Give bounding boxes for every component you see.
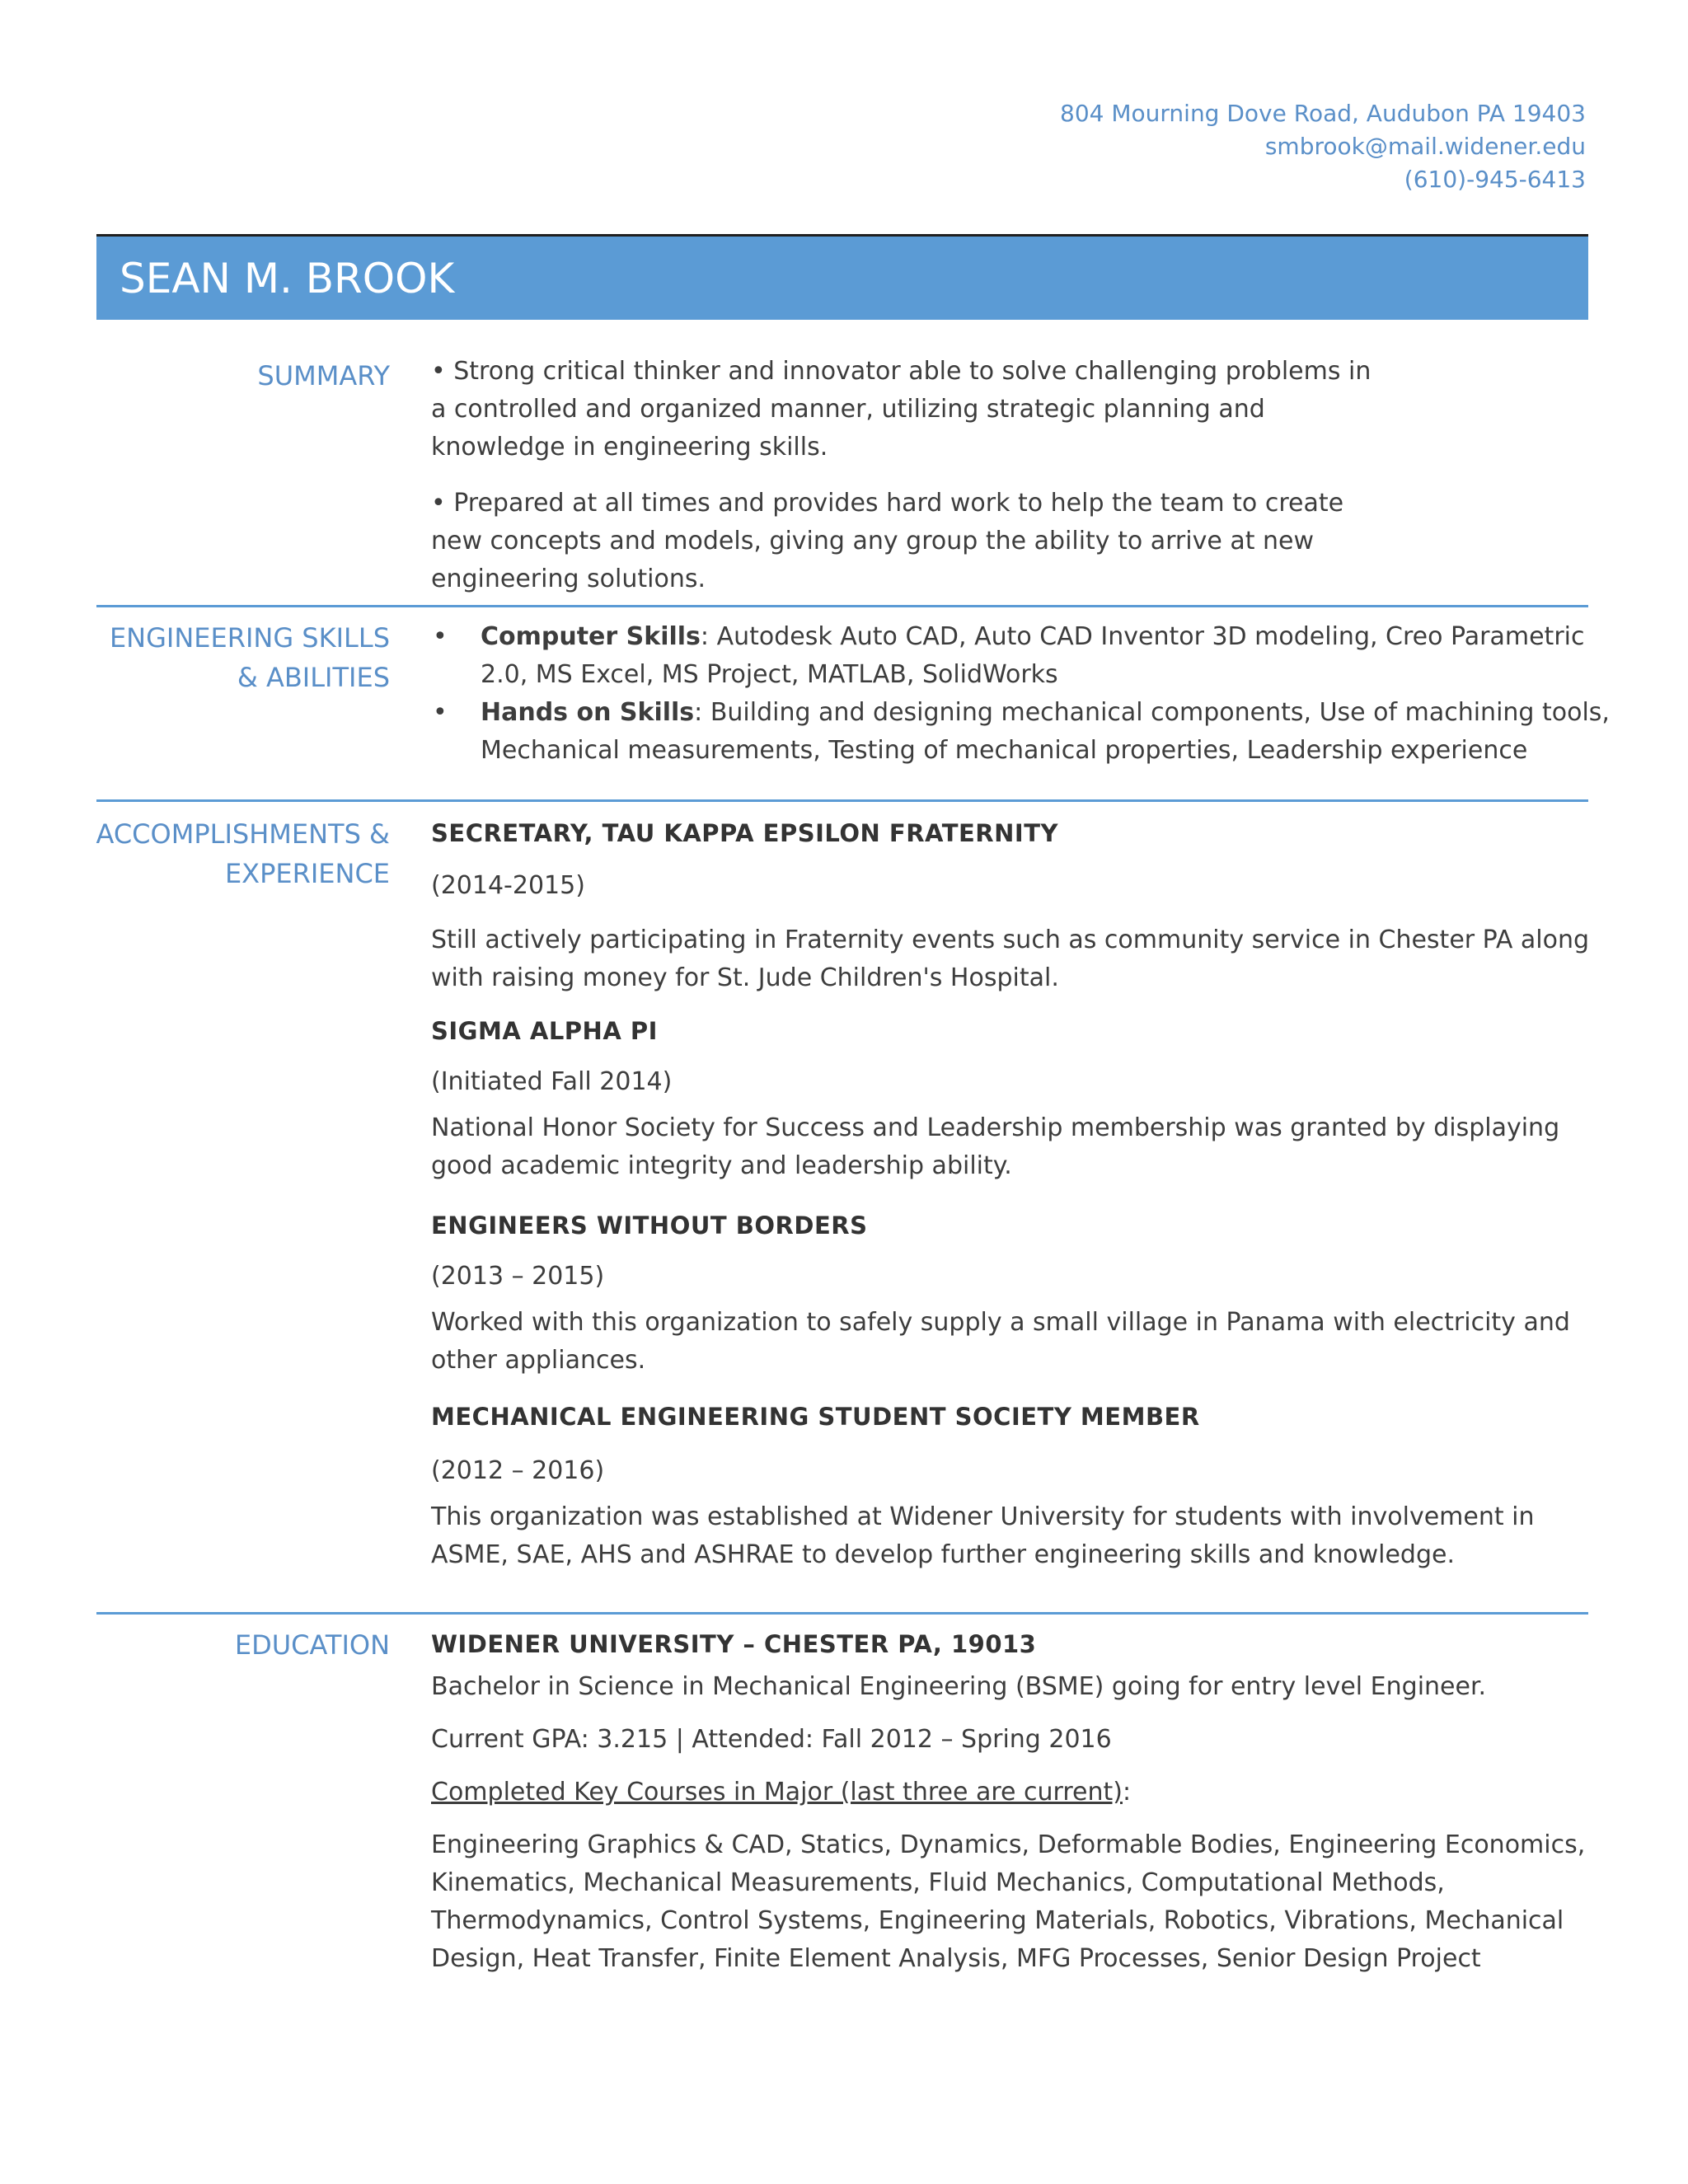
experience-entry (431, 1207, 1588, 1380)
contact-phone: (610)-945-6413 (1404, 166, 1586, 193)
summary-line: • Prepared at all times and provides hard work to help the team to create (431, 489, 1344, 518)
experience-label (96, 814, 391, 893)
summary-label: SUMMARY (257, 360, 390, 391)
skill-text: : Autodesk Auto CAD, Auto CAD Inventor 3D modeling, Creo Parametric (700, 622, 1585, 651)
entry-desc: Worked with this organization to safely supply a small village in Panama with electricity and (431, 1308, 1570, 1337)
skill-text: Mechanical measurements, Testing of mechanical properties, Leadership experience (481, 736, 1528, 765)
entry-title: SIGMA ALPHA PI (431, 1017, 658, 1045)
skills-label-line: & ABILITIES (237, 662, 390, 693)
courses-list (431, 1826, 1588, 1978)
experience-body (431, 814, 1588, 1574)
name-banner (96, 237, 1588, 320)
entry-desc: with raising money for St. Jude Children's Hospital. (431, 963, 1059, 992)
skill-text: : Building and designing mechanical components, Use of machining tools, (694, 698, 1610, 727)
entry-title: ENGINEERS WITHOUT BORDERS (431, 1212, 868, 1240)
summary-line: a controlled and organized manner, utilizing strategic planning and (431, 395, 1265, 424)
contact-info (1060, 97, 1586, 196)
skills-list (431, 618, 1610, 770)
section-divider (96, 1612, 1588, 1615)
experience-label-line: EXPERIENCE (224, 858, 390, 889)
skill-title: Computer Skills (481, 622, 701, 651)
experience-entry (431, 814, 1588, 997)
summary-bullet (431, 353, 1588, 466)
experience-label-line: ACCOMPLISHMENTS & (96, 818, 390, 850)
experience-entry (431, 1398, 1588, 1574)
education-body (431, 1625, 1588, 1978)
entry-desc: This organization was established at Widener University for students with involvement in (431, 1502, 1535, 1531)
skill-item (431, 618, 1588, 694)
entry-dates: (2014-2015) (431, 871, 585, 900)
entry-title: MECHANICAL ENGINEERING STUDENT SOCIETY MEMBER (431, 1403, 1200, 1431)
school-name: WIDENER UNIVERSITY – CHESTER PA, 19013 (431, 1630, 1037, 1658)
skill-text: 2.0, MS Excel, MS Project, MATLAB, SolidWorks (481, 660, 1058, 689)
entry-title: SECRETARY, TAU KAPPA EPSILON FRATERNITY (431, 819, 1058, 847)
summary-line: • Strong critical thinker and innovator able to solve challenging problems in (431, 357, 1372, 386)
entry-desc: Still actively participating in Fraternity events such as community service in Chester PA along (431, 926, 1590, 954)
contact-address: 804 Mourning Dove Road, Audubon PA 19403 (1060, 100, 1586, 127)
summary-line: new concepts and models, giving any group the ability to arrive at new (431, 527, 1315, 555)
skills-label-line: ENGINEERING SKILLS (109, 622, 390, 654)
skills-label (110, 618, 390, 697)
section-divider (96, 799, 1588, 802)
entry-desc: National Honor Society for Success and Leadership membership was granted by displaying (431, 1113, 1560, 1142)
entry-dates: (2013 – 2015) (431, 1262, 605, 1291)
skill-title: Hands on Skills (481, 698, 695, 727)
contact-email[interactable]: smbrook@mail.widener.edu (1264, 133, 1586, 160)
experience-entry (431, 1012, 1588, 1185)
courses-heading: Completed Key Courses in Major (last three are current) (431, 1778, 1123, 1807)
summary-bullet (431, 485, 1588, 598)
entry-desc: ASME, SAE, AHS and ASHRAE to develop further engineering skills and knowledge. (431, 1540, 1456, 1569)
gpa-line: Current GPA: 3.215 | Attended: Fall 2012 – Spring 2016 (431, 1725, 1112, 1754)
summary-body (431, 353, 1588, 598)
candidate-name: SEAN M. BROOK (120, 255, 455, 302)
summary-line: knowledge in engineering skills. (431, 433, 828, 462)
entry-desc: good academic integrity and leadership ability. (431, 1151, 1012, 1180)
skill-item (431, 694, 1610, 770)
courses-line: Thermodynamics, Control Systems, Engineering Materials, Robotics, Vibrations, Mechanical (431, 1906, 1564, 1935)
summary-line: engineering solutions. (431, 565, 706, 593)
courses-line: Kinematics, Mechanical Measurements, Fluid Mechanics, Computational Methods, (431, 1868, 1445, 1897)
courses-line: Engineering Graphics & CAD, Statics, Dynamics, Deformable Bodies, Engineering Economics, (431, 1830, 1586, 1859)
section-divider (96, 605, 1588, 607)
courses-colon: : (1122, 1778, 1132, 1807)
entry-dates: (Initiated Fall 2014) (431, 1067, 673, 1096)
education-label: EDUCATION (234, 1629, 390, 1661)
degree-line: Bachelor in Science in Mechanical Engineering (BSME) going for entry level Engineer. (431, 1672, 1487, 1701)
entry-dates: (2012 – 2016) (431, 1456, 605, 1485)
entry-desc: other appliances. (431, 1346, 646, 1375)
courses-line: Design, Heat Transfer, Finite Element Analysis, MFG Processes, Senior Design Project (431, 1944, 1481, 1973)
skills-body (431, 618, 1610, 770)
